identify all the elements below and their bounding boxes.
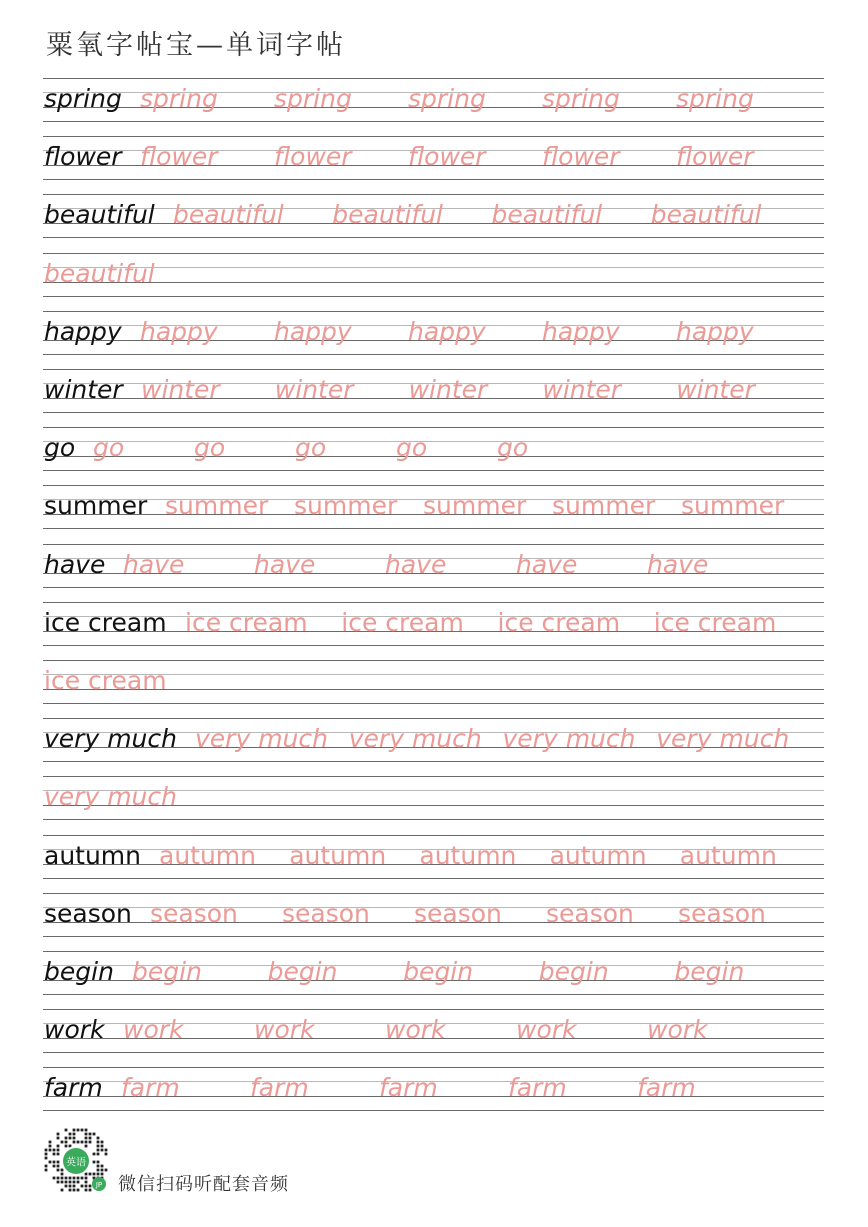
guide-line — [43, 1052, 824, 1053]
trace-word: flower — [542, 142, 620, 172]
model-word: farm — [44, 1073, 103, 1103]
trace-word: begin — [403, 957, 474, 986]
trace-word: happy — [676, 316, 754, 346]
practice-row — [43, 776, 824, 820]
practice-row — [43, 835, 824, 879]
trace-word: winter — [141, 375, 220, 404]
trace-word: have — [516, 549, 578, 579]
trace-word: have — [123, 549, 185, 579]
trace-word: summer — [681, 491, 785, 521]
trace-word: happy — [140, 316, 218, 346]
trace-word: winter — [408, 375, 488, 404]
trace-word: season — [414, 898, 502, 928]
practice-row — [43, 1067, 824, 1111]
guide-line — [43, 427, 824, 428]
guide-line — [43, 267, 824, 268]
trace-word: spring — [274, 84, 352, 113]
trace-word: work — [123, 1015, 184, 1045]
guide-line — [43, 878, 824, 879]
trace-word: happy — [542, 316, 620, 346]
model-word: beautiful — [44, 200, 155, 230]
guide-line — [43, 179, 824, 180]
trace-word: flower — [408, 142, 486, 172]
trace-word: beautiful — [332, 200, 444, 230]
trace-word: summer — [423, 491, 527, 521]
page-title: 粟氧字帖宝—单词字帖 — [46, 30, 346, 61]
guide-line — [43, 369, 824, 370]
trace-word: go — [396, 433, 428, 463]
trace-word: begin — [132, 957, 202, 986]
trace-word: go — [497, 433, 529, 463]
guide-line — [43, 282, 824, 283]
qr-badge-label: 英语 — [66, 1157, 86, 1169]
trace-word: autumn — [159, 840, 257, 870]
trace-word: flower — [676, 142, 754, 172]
guide-line — [43, 78, 824, 79]
guide-line — [43, 936, 824, 937]
footer — [40, 1128, 440, 1198]
trace-word: season — [150, 898, 238, 928]
guide-line — [43, 951, 824, 952]
trace-word: begin — [538, 957, 609, 986]
trace-word: autumn — [549, 840, 647, 870]
practice-row — [43, 1009, 824, 1053]
practice-row — [43, 602, 824, 646]
guide-line — [43, 645, 824, 646]
guide-line — [43, 587, 824, 588]
trace-word: spring — [408, 84, 486, 113]
trace-word: work — [254, 1015, 315, 1045]
trace-word: ice cream — [44, 666, 167, 695]
model-word: go — [44, 433, 76, 463]
model-word: season — [44, 898, 132, 928]
practice-row — [43, 136, 824, 180]
trace-word: have — [254, 549, 316, 579]
trace-word: have — [385, 549, 447, 579]
trace-word: happy — [408, 316, 486, 346]
guide-line — [43, 470, 824, 471]
guide-line — [43, 660, 824, 661]
guide-line — [43, 456, 824, 457]
model-word: autumn — [44, 840, 142, 870]
model-word: begin — [44, 957, 114, 986]
practice-row — [43, 427, 824, 471]
guide-line — [43, 441, 824, 442]
guide-line — [43, 311, 824, 312]
trace-word: begin — [267, 957, 338, 986]
practice-row — [43, 544, 824, 588]
practice-row — [43, 253, 824, 297]
guide-line — [43, 1067, 824, 1068]
model-word: spring — [44, 84, 122, 113]
trace-word: go — [93, 433, 125, 463]
scan-caption: 微信扫码听配套音频 — [118, 1174, 289, 1195]
trace-word: summer — [552, 491, 656, 521]
trace-word: farm — [508, 1073, 567, 1103]
trace-word: ice cream — [341, 607, 464, 637]
trace-word: very much — [44, 782, 177, 812]
guide-line — [43, 544, 824, 545]
trace-word: farm — [121, 1073, 180, 1103]
practice-row — [43, 951, 824, 995]
trace-word: ice cream — [497, 607, 621, 637]
practice-row — [43, 311, 824, 355]
guide-line — [43, 776, 824, 777]
model-word: have — [44, 549, 106, 579]
guide-line — [43, 412, 824, 413]
trace-word: flower — [140, 142, 218, 172]
model-word: ice cream — [44, 607, 167, 637]
trace-word: very much — [502, 724, 636, 754]
practice-row — [43, 369, 824, 413]
trace-word: season — [546, 898, 634, 928]
guide-line — [43, 194, 824, 195]
trace-word: begin — [674, 957, 745, 986]
guide-line — [43, 485, 824, 486]
guide-line — [43, 718, 824, 719]
trace-word: spring — [140, 84, 218, 113]
practice-row — [43, 660, 824, 704]
trace-word: go — [295, 433, 327, 463]
guide-line — [43, 602, 824, 603]
trace-word: winter — [542, 375, 622, 404]
model-word: summer — [44, 491, 148, 521]
guide-line — [43, 893, 824, 894]
guide-line — [43, 1110, 824, 1111]
guide-line — [43, 819, 824, 820]
trace-word: very much — [656, 724, 790, 754]
trace-word: work — [647, 1015, 708, 1045]
trace-word: autumn — [419, 840, 517, 870]
trace-word: winter — [274, 375, 354, 404]
guide-line — [43, 296, 824, 297]
trace-word: flower — [274, 142, 352, 172]
guide-line — [43, 1009, 824, 1010]
trace-word: spring — [676, 84, 754, 113]
guide-line — [43, 253, 824, 254]
trace-word: happy — [274, 316, 352, 346]
guide-line — [43, 835, 824, 836]
trace-word: very much — [195, 724, 328, 754]
guide-line — [43, 136, 824, 137]
guide-line — [43, 237, 824, 238]
trace-word: beautiful — [44, 258, 155, 288]
trace-word: season — [678, 898, 766, 928]
guide-line — [43, 703, 824, 704]
trace-word: very much — [348, 724, 482, 754]
trace-word: beautiful — [491, 200, 603, 230]
trace-word: summer — [165, 491, 269, 521]
trace-word: beautiful — [173, 200, 284, 230]
qr-code-icon — [40, 1128, 112, 1198]
model-word: flower — [44, 142, 122, 172]
trace-word: farm — [637, 1073, 696, 1103]
trace-word: winter — [676, 375, 755, 404]
trace-word: spring — [542, 84, 620, 113]
practice-row — [43, 718, 824, 762]
trace-word: ice cream — [653, 607, 777, 637]
trace-word: autumn — [679, 840, 777, 870]
trace-word: beautiful — [650, 200, 762, 230]
practice-row — [43, 485, 824, 529]
model-word: winter — [44, 375, 123, 404]
trace-word: ice cream — [185, 607, 308, 637]
qr-corner-label: JP — [95, 1181, 103, 1189]
trace-word: work — [516, 1015, 577, 1045]
trace-word: work — [385, 1015, 446, 1045]
trace-word: go — [194, 433, 226, 463]
guide-line — [43, 528, 824, 529]
trace-word: farm — [379, 1073, 438, 1103]
guide-line — [43, 121, 824, 122]
model-word: happy — [44, 316, 122, 346]
trace-word: summer — [294, 491, 398, 521]
trace-word: have — [647, 549, 709, 579]
practice-row — [43, 893, 824, 937]
trace-word: season — [282, 898, 370, 928]
guide-line — [43, 994, 824, 995]
trace-word: autumn — [289, 840, 387, 870]
practice-row — [43, 194, 824, 238]
model-word: work — [44, 1015, 105, 1045]
practice-row — [43, 78, 824, 122]
guide-line — [43, 761, 824, 762]
model-word: very much — [44, 724, 177, 754]
trace-word: farm — [250, 1073, 309, 1103]
guide-line — [43, 354, 824, 355]
